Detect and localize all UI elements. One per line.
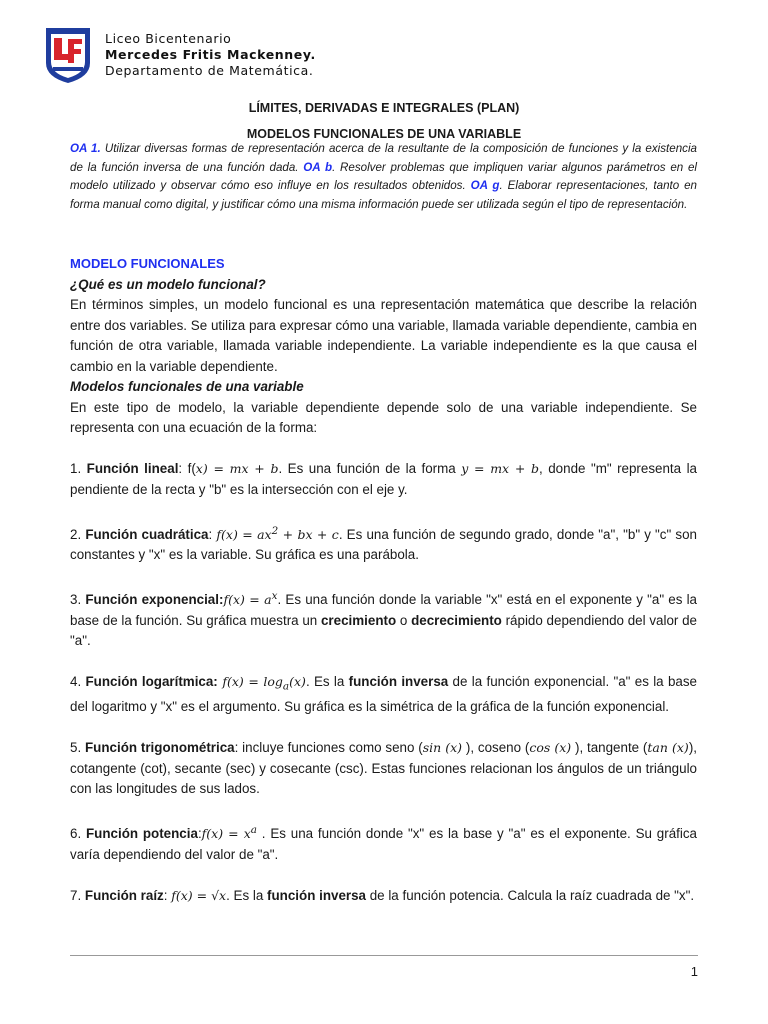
item-text: ), cotangente (cot), secante (sec) y cosecante (csc). Estas funciones relacionan los ángulos de un triángulo con las longitudes de sus lados.: [70, 740, 697, 797]
item-name: Función cuadrática: [85, 526, 209, 542]
item-number: 2.: [70, 526, 86, 542]
item-text: :: [208, 526, 217, 542]
item-exponential: [70, 586, 697, 652]
formula: x) = mx + b: [195, 461, 279, 476]
item-text: . Es una función de la forma: [278, 461, 462, 476]
item-logarithmic: [70, 672, 697, 718]
oag-text: . Elaborar representaciones, tanto en forma manual como digital, y justificar cómo una misma información puede ser utilizada según el tipo de representación.: [70, 179, 697, 211]
oag-label: OA g: [470, 179, 500, 192]
item-text: , donde "m" representa la pendiente de la recta y "b" es la intersección con el eje y.: [70, 461, 697, 497]
formula: y = mx + b: [461, 461, 540, 476]
question-heading-2: Modelos funcionales de una variable: [70, 379, 304, 394]
formula-part: f(x) = log: [217, 674, 283, 690]
item-trigonometric: [70, 738, 697, 800]
formula-exponent: x: [271, 590, 278, 603]
item-name: Función raíz: [84, 887, 164, 903]
formula: sin (x): [422, 740, 463, 756]
item-text: de la función potencia. Calcula la raíz cuadrada de "x".: [366, 887, 695, 903]
bold-term: función inversa: [267, 887, 366, 903]
item-number: 5.: [70, 740, 85, 756]
item-quadratic: [70, 521, 697, 566]
oa1-label: OA 1.: [70, 142, 101, 155]
formula-exponent: 2: [271, 524, 279, 537]
bold-term: crecimiento: [320, 612, 397, 628]
item-number: 6.: [70, 826, 86, 842]
item-text: . Es la: [226, 887, 268, 903]
item-text: : incluye funciones como seno (: [234, 740, 423, 756]
item-text: :: [163, 887, 172, 903]
item-root: [70, 886, 697, 907]
item-text: . Es una función de segundo grado, donde "a", "b" y "c" son constantes y "x" es la variable. Su gráfica es una parábola.: [70, 526, 697, 563]
formula: [217, 674, 306, 693]
item-linear: [70, 459, 697, 500]
item-text: ), tangente (: [571, 740, 648, 756]
paragraph-one-variable: En este tipo de modelo, la variable dependiente depende solo de una variable independiente. Se representa con una ecuación de la forma:: [70, 399, 697, 435]
formula: [202, 826, 257, 841]
footer-divider: [70, 955, 698, 956]
item-number: 3.: [70, 592, 86, 608]
item-text: ), coseno (: [462, 740, 530, 756]
school-line-2: Mercedes Fritis Mackenney.: [105, 47, 316, 62]
item-text: o: [396, 612, 412, 628]
formula: [223, 592, 277, 607]
formula-part: f(x) = x: [201, 826, 251, 842]
bold-term: función inversa: [348, 674, 449, 690]
item-number: 4.: [70, 674, 86, 690]
formula-exponent: a: [250, 824, 257, 837]
school-name-block: [105, 31, 316, 79]
item-name: Función trigonométrica: [85, 740, 235, 756]
item-text: : f(: [178, 461, 196, 476]
item-number: 1.: [70, 461, 87, 476]
page-number: 1: [690, 964, 698, 979]
main-title: LÍMITES, DERIVADAS E INTEGRALES (PLAN): [248, 101, 520, 115]
item-name: Función logarítmica:: [85, 674, 218, 690]
formula: tan (x): [647, 740, 689, 756]
question-heading-1: ¿Qué es un modelo funcional?: [70, 276, 266, 292]
formula-part: + bx + c: [278, 526, 339, 542]
oa1-text: Utilizar diversas formas de representación acerca de la resultante de la composición de funciones y la existencia de la función inversa de una función dada.: [70, 142, 697, 174]
school-crest-logo: [44, 25, 92, 85]
formula-part: f(x) = ax: [216, 526, 272, 542]
oab-text: . Resolver problemas que impliquen variar algunos parámetros en el modelo utilizado y observar cómo eso influye en los resultados obtenidos.: [70, 160, 698, 192]
item-name: Función potencia: [85, 826, 198, 842]
item-text: :: [197, 826, 202, 842]
formula: [216, 524, 339, 542]
item-text: . Es la: [305, 674, 349, 690]
item-text: de la función exponencial. "a" es la base del logaritmo y "x" es el argumento. Su gráfica es la simétrica de la gráfica de la función exponencial.: [70, 674, 697, 715]
item-text: rápido dependiendo del valor de "a".: [70, 612, 697, 649]
item-name: Función lineal: [86, 461, 179, 476]
formula: f(x) = √x: [171, 887, 227, 903]
item-text: . Es una función donde "x" es la base y "a" es el exponente. Su gráfica varía dependiendo del valor de "a".: [70, 826, 697, 862]
formula-part: (x): [289, 674, 306, 690]
school-line-1: Liceo Bicentenario: [105, 31, 232, 46]
bold-term: decrecimiento: [411, 612, 502, 628]
formula-subscript: a: [282, 680, 290, 693]
letterhead: [44, 25, 316, 85]
school-line-3: Departamento de Matemática.: [105, 63, 314, 78]
section-title: MODELO FUNCIONALES: [70, 256, 225, 271]
paragraph-definition: En términos simples, un modelo funcional es una representación matemática que describe la relación entre dos variables. Se utiliza para expresar cómo una variable, llamada variable dependiente, cambia en función de otra variable, llamada variable independiente. La variable independiente es la que causa el cambio en la variable dependiente.: [70, 297, 697, 374]
formula: cos (x): [529, 740, 572, 756]
item-text: . Es una función donde la variable "x" está en el exponente y "a" es la base de la función. Su gráfica muestra un: [70, 592, 698, 628]
item-power: [70, 820, 697, 865]
oab-label: OA b: [303, 160, 333, 174]
main-content: [70, 254, 697, 906]
formula-part: f(x) = a: [223, 592, 272, 608]
sub-title: MODELOS FUNCIONALES DE UNA VARIABLE: [246, 127, 522, 141]
item-name: Función exponencial:: [85, 592, 224, 608]
item-number: 7.: [70, 887, 85, 903]
learning-objectives: [70, 140, 697, 214]
